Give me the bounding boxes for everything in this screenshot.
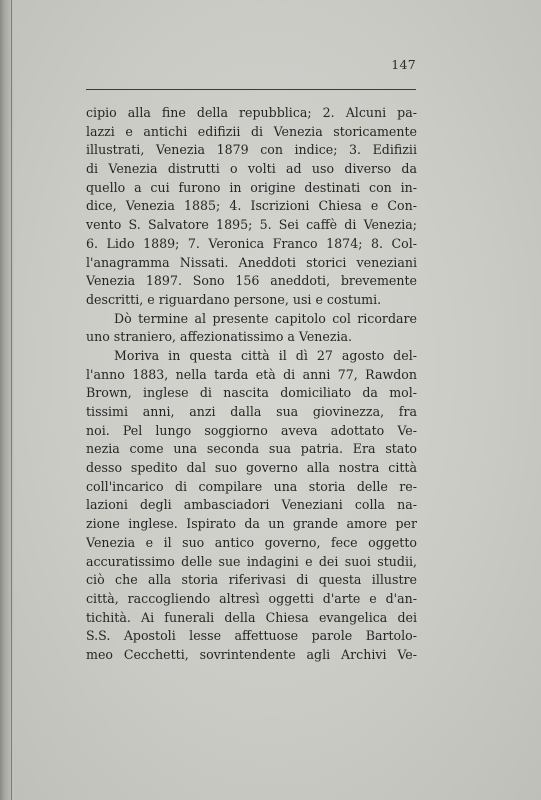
text-line: illustrati, Venezia 1879 con indice; 3. Edifizii (86, 142, 417, 158)
text-line: Venezia e il suo antico governo, fece oggetto (86, 534, 417, 550)
text-line: quello a cui furono in origine destinati con in- (86, 179, 417, 195)
book-binding-edge (0, 0, 14, 800)
text-line: noi. Pel lungo soggiorno aveva adottato Ve- (86, 422, 417, 438)
header-rule (86, 89, 416, 90)
text-line: lazioni degli ambasciadori Veneziani colla na- (86, 497, 417, 513)
text-line: accuratissimo delle sue indagini e dei suoi studii, (86, 553, 417, 569)
text-line: nezia come una seconda sua patria. Era stato (86, 441, 417, 457)
text-line: lazzi e antichi edifizii di Venezia storicamente (86, 123, 417, 139)
text-line: S.S. Apostoli lesse affettuose parole Bartolo- (86, 628, 417, 644)
text-line: zione inglese. Ispirato da un grande amore per (86, 516, 417, 532)
page-number: 147 (391, 57, 416, 72)
text-line: 6. Lido 1889; 7. Veronica Franco 1874; 8. Col- (86, 235, 417, 251)
text-line: coll'incarico di compilare una storia delle re- (86, 478, 417, 494)
text-line: ciò che alla storia riferivasi di questa illustre (86, 572, 417, 588)
text-line: Venezia 1897. Sono 156 aneddoti, brevemente (86, 273, 417, 289)
text-line: desso spedito dal suo governo alla nostra città (86, 460, 417, 476)
text-line: Brown, inglese di nascita domiciliato da mol- (86, 385, 417, 401)
text-line: meo Cecchetti, sovrintendente agli Archivi Ve- (86, 646, 417, 662)
text-line: dice, Venezia 1885; 4. Iscrizioni Chiesa e Con- (86, 198, 417, 214)
text-line: tissimi anni, anzi dalla sua giovinezza, fra (86, 404, 417, 419)
text-line: l'anagramma Nissati. Aneddoti storici veneziani (86, 254, 417, 270)
text-line: l'anno 1883, nella tarda età di anni 77, Rawdon (86, 366, 417, 382)
text-line: città, raccogliendo altresì oggetti d'arte e d'an- (86, 590, 417, 606)
text-line: cipio alla fine della repubblica; 2. Alcuni pa- (86, 105, 417, 120)
text-line: uno straniero, affezionatissimo a Venezia. (86, 329, 353, 345)
text-line: vento S. Salvatore 1895; 5. Sei caffè di Venezia; (86, 217, 417, 233)
body-text (86, 104, 417, 665)
text-line: di Venezia distrutti o volti ad uso diverso da (86, 161, 417, 177)
text-line: descritti, e riguardano persone, usi e costumi. (86, 291, 382, 307)
text-line: Dò termine al presente capitolo col ricordare (114, 310, 417, 326)
text-line: tichità. Ai funerali della Chiesa evangelica dei (86, 609, 417, 625)
text-line: Moriva in questa città il dì 27 agosto del- (114, 347, 417, 363)
